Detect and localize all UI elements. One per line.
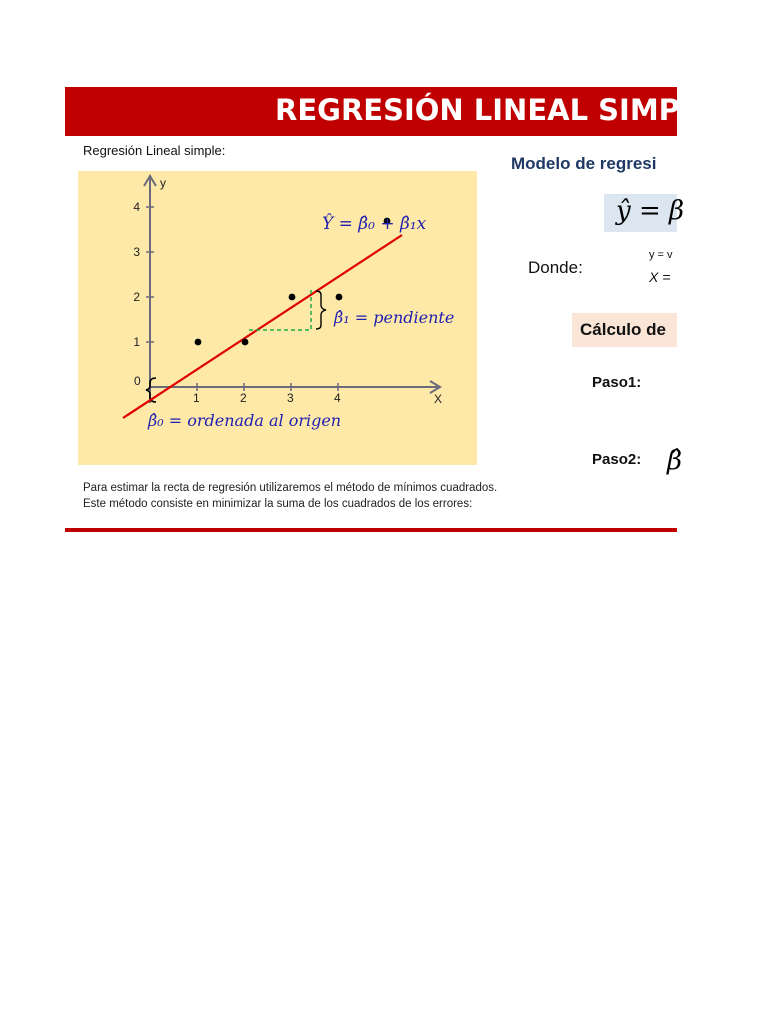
slope-triangle [249, 290, 311, 330]
y-tick-label: 3 [133, 245, 140, 259]
data-point [242, 339, 249, 346]
x-tick-label: 4 [334, 391, 341, 405]
section-label: Regresión Lineal simple: [83, 143, 226, 158]
title-bar [65, 87, 680, 136]
model-heading: Modelo de regresi [511, 154, 657, 173]
y-tick-label: 1 [133, 335, 140, 349]
x-tick-label: 3 [287, 391, 294, 405]
intro-line-1: Para estimar la recta de regresión utilizaremos el método de mínimos cuadrados. [83, 482, 498, 494]
donde-label: Donde: [528, 258, 583, 277]
calc-heading-box [572, 313, 677, 347]
x-tick-label: 2 [240, 391, 247, 405]
model-formula: ŷ = β [616, 196, 685, 226]
intercept-label: β̂₀ = ordenada al origen [148, 411, 342, 430]
equation-label: Ŷ = β̂₀ + β̂₁x [322, 214, 427, 234]
step1-label: Paso1: [592, 374, 642, 391]
slope-brace [316, 291, 326, 329]
y-tick-label: 2 [133, 290, 140, 304]
regression-chart [78, 171, 477, 465]
y-tick-label: 4 [133, 200, 140, 214]
data-point [195, 339, 202, 346]
model-formula-box [604, 194, 685, 232]
intro-line-2: Este método consiste en minimizar la suma de los cuadrados de los errores: [83, 498, 473, 510]
y-axis-label: y [160, 176, 166, 190]
page-title: REGRESIÓN LINEAL SIMP [275, 93, 680, 127]
x-tick-label: 1 [193, 391, 200, 405]
data-point [289, 294, 296, 301]
bottom-divider [65, 528, 677, 532]
calc-heading: Cálculo de [580, 320, 666, 339]
step2-formula: β̂ [667, 446, 683, 476]
definition-x: X = [649, 269, 671, 285]
data-point [336, 294, 343, 301]
step2-label: Paso2: [592, 451, 642, 468]
slope-label: β̂₁ = pendiente [334, 308, 455, 327]
regression-chart-panel [78, 171, 477, 465]
definition-y: y = v [649, 249, 673, 261]
x-axis-label: X [434, 392, 443, 406]
origin-label: 0 [134, 374, 141, 388]
